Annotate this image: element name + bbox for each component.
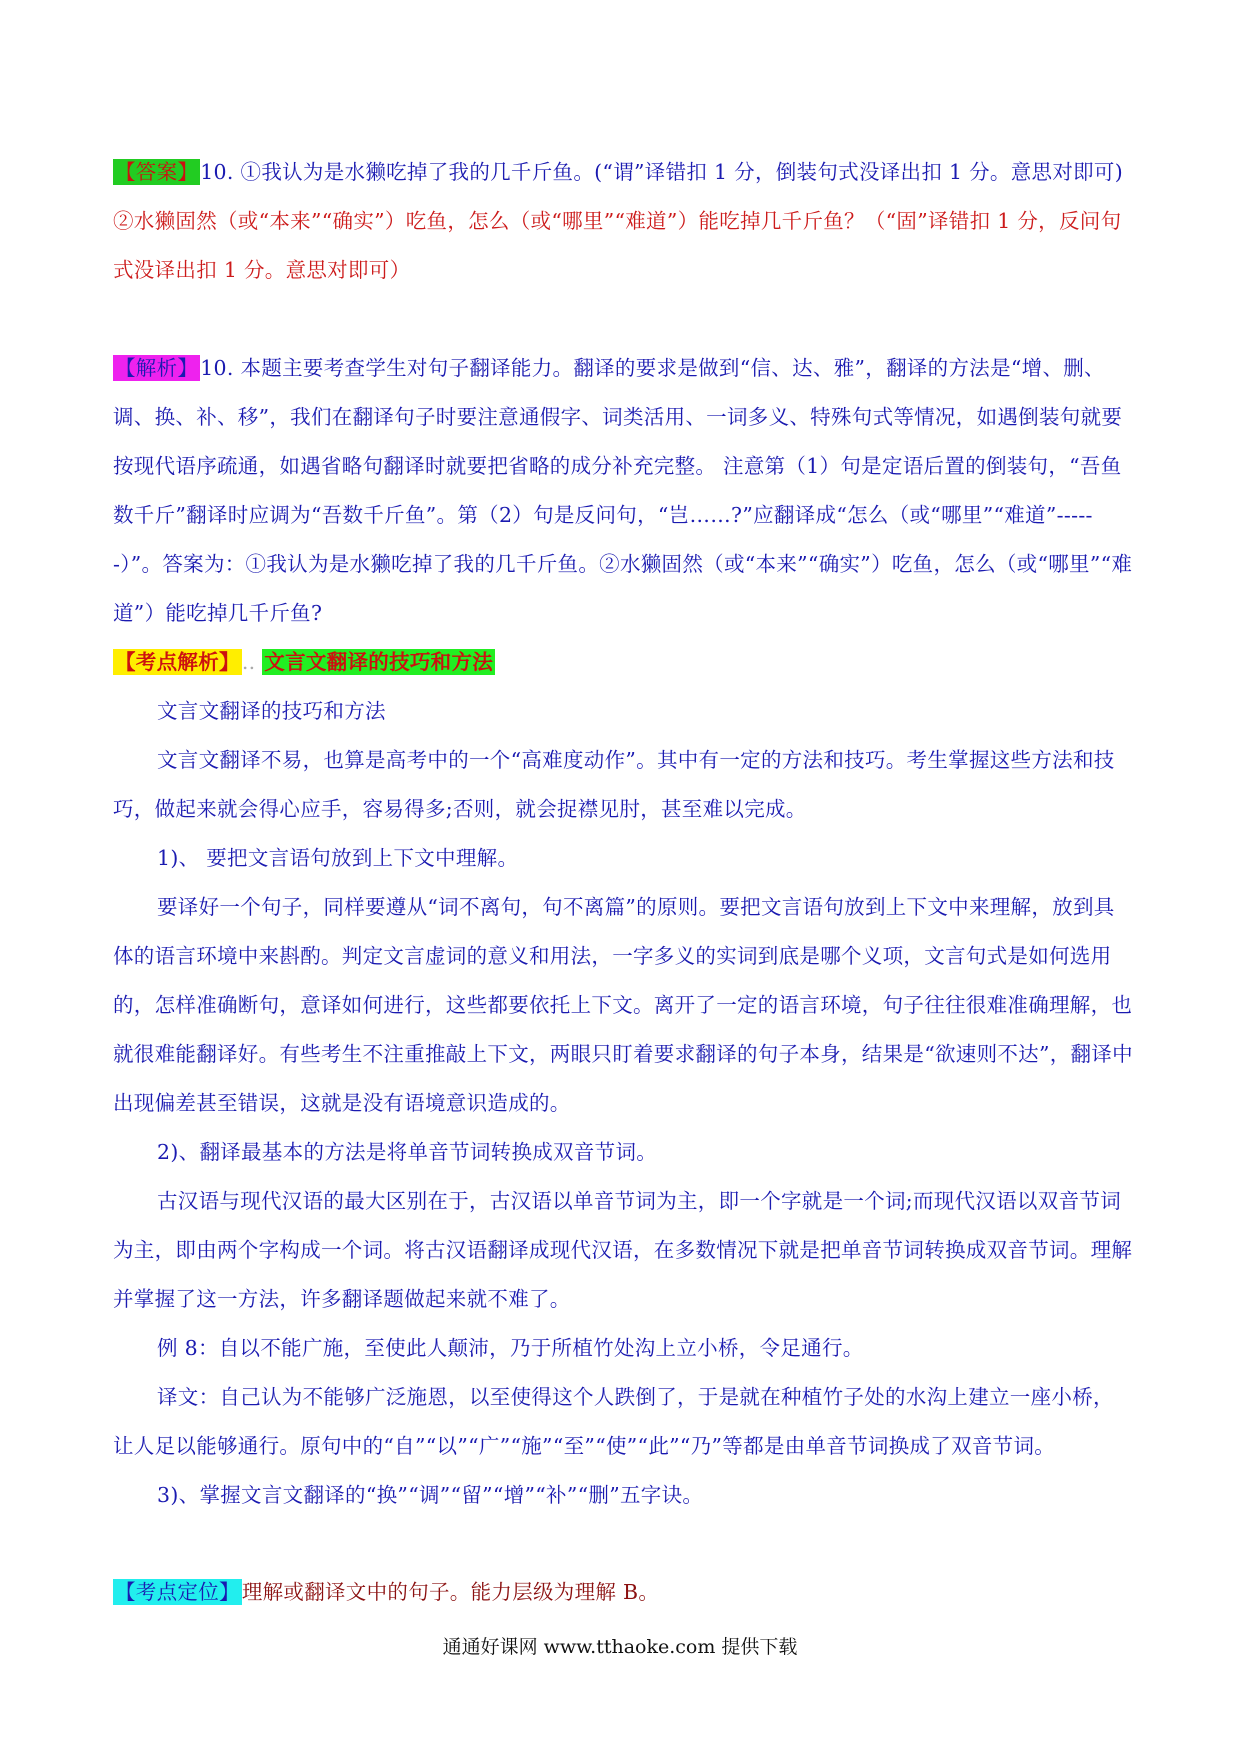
item3-title: 3)、掌握文言文翻译的“换”“调”“留”“增”“补”“删”五字诀。 xyxy=(157,1483,704,1507)
body-heading: 文言文翻译的技巧和方法 xyxy=(157,699,386,723)
translation-text: 译文：自己认为不能够广泛施恩，以至使得这个人跌倒了，于是就在种植竹子处的水沟上建立一座小桥，让人足以能够通行。原句中的“自”“以”“广”“施”“至”“使”“此”“乃”等都是由单音节词换成了双音节词。 xyxy=(113,1385,1114,1458)
keypoint-line xyxy=(113,638,1133,687)
answer-line-2: ②水獭固然（或“本来”“确实”）吃鱼，怎么（或“哪里”“难道”）能吃掉几千斤鱼？（“固”译错扣 1 分，反问句式没译出扣 1 分。意思对即可） xyxy=(113,209,1122,282)
keypoint-title: 文言文翻译的技巧和方法 xyxy=(264,650,494,674)
answer-section xyxy=(113,148,1133,295)
keypoint-dots: .. xyxy=(241,650,256,674)
analysis-paragraph xyxy=(113,344,1133,638)
analysis-tag: 【解析】 xyxy=(115,356,199,380)
answer-line-1 xyxy=(113,148,1133,197)
position-section xyxy=(113,1568,1133,1617)
body-intro: 文言文翻译不易，也算是高考中的一个“高难度动作”。其中有一定的方法和技巧。考生掌握这些方法和技巧，做起来就会得心应手，容易得多;否则，就会捉襟见肘，甚至难以完成。 xyxy=(113,748,1115,821)
body-section xyxy=(113,687,1133,1520)
item2-text: 古汉语与现代汉语的最大区别在于，古汉语以单音节词为主，即一个字就是一个词;而现代汉语以双音节词为主，即由两个字构成一个词。将古汉语翻译成现代汉语，在多数情况下就是把单音节词转换成双音节词。理解并掌握了这一方法，许多翻译题做起来就不难了。 xyxy=(113,1189,1133,1311)
position-text: 理解或翻译文中的句子。能力层级为理解 B。 xyxy=(241,1580,660,1604)
keypoint-section xyxy=(113,638,1133,687)
analysis-text: 10. 本题主要考查学生对句子翻译能力。翻译的要求是做到“信、达、雅”，翻译的方法是“增、删、调、换、补、移”，我们在翻译句子时要注意通假字、词类活用、一词多义、特殊句式等情况，如遇倒装句就要按现代语序疏通，如遇省略句翻译时就要把省略的成分补充完整。 注意第（1）句是定语后置的倒装句，“吾鱼数千斤”翻译时应调为“吾数千斤鱼”。第（2）句是反问句，“岂……?”应翻译成“怎么（或“哪里”“难道”------）”。答案为：①我认为是水獭吃掉了我的几千斤鱼。②水獭固然（或“本来”“确实”）吃鱼，怎么（或“哪里”“难道”）能吃掉几千斤鱼? xyxy=(113,356,1133,625)
item2-title: 2)、翻译最基本的方法是将单音节词转换成双音节词。 xyxy=(157,1140,658,1164)
item1-title: 1)、 要把文言语句放到上下文中理解。 xyxy=(157,846,519,870)
answer-tag: 【答案】 xyxy=(115,160,199,184)
item1-text: 要译好一个句子，同样要遵从“词不离句，句不离篇”的原则。要把文言语句放到上下文中来理解，放到具体的语言环境中来斟酌。判定文言虚词的意义和用法，一字多义的实词到底是哪个义项，文言句式是如何选用的，怎样准确断句，意译如何进行，这些都要依托上下文。离开了一定的语言环境，句子往往很难准确理解，也就很难能翻译好。有些考生不注重推敲上下文，两眼只盯着要求翻译的句子本身，结果是“欲速则不达”，翻译中出现偏差甚至错误，这就是没有语境意识造成的。 xyxy=(113,895,1133,1115)
position-line xyxy=(113,1568,1133,1617)
answer-text-1: 10. ①我认为是水獭吃掉了我的几千斤鱼。(“谓”译错扣 1 分，倒装句式没译出扣 1 分。意思对即可) xyxy=(200,160,1124,184)
position-tag: 【考点定位】 xyxy=(115,1580,240,1604)
page-footer: 通通好课网 www.tthaoke.com 提供下载 xyxy=(442,1636,798,1658)
analysis-section xyxy=(113,344,1133,638)
example-text: 例 8：自以不能广施，至使此人颠沛，乃于所植竹处沟上立小桥，令足通行。 xyxy=(157,1336,864,1360)
keypoint-tag: 【考点解析】 xyxy=(115,650,240,674)
